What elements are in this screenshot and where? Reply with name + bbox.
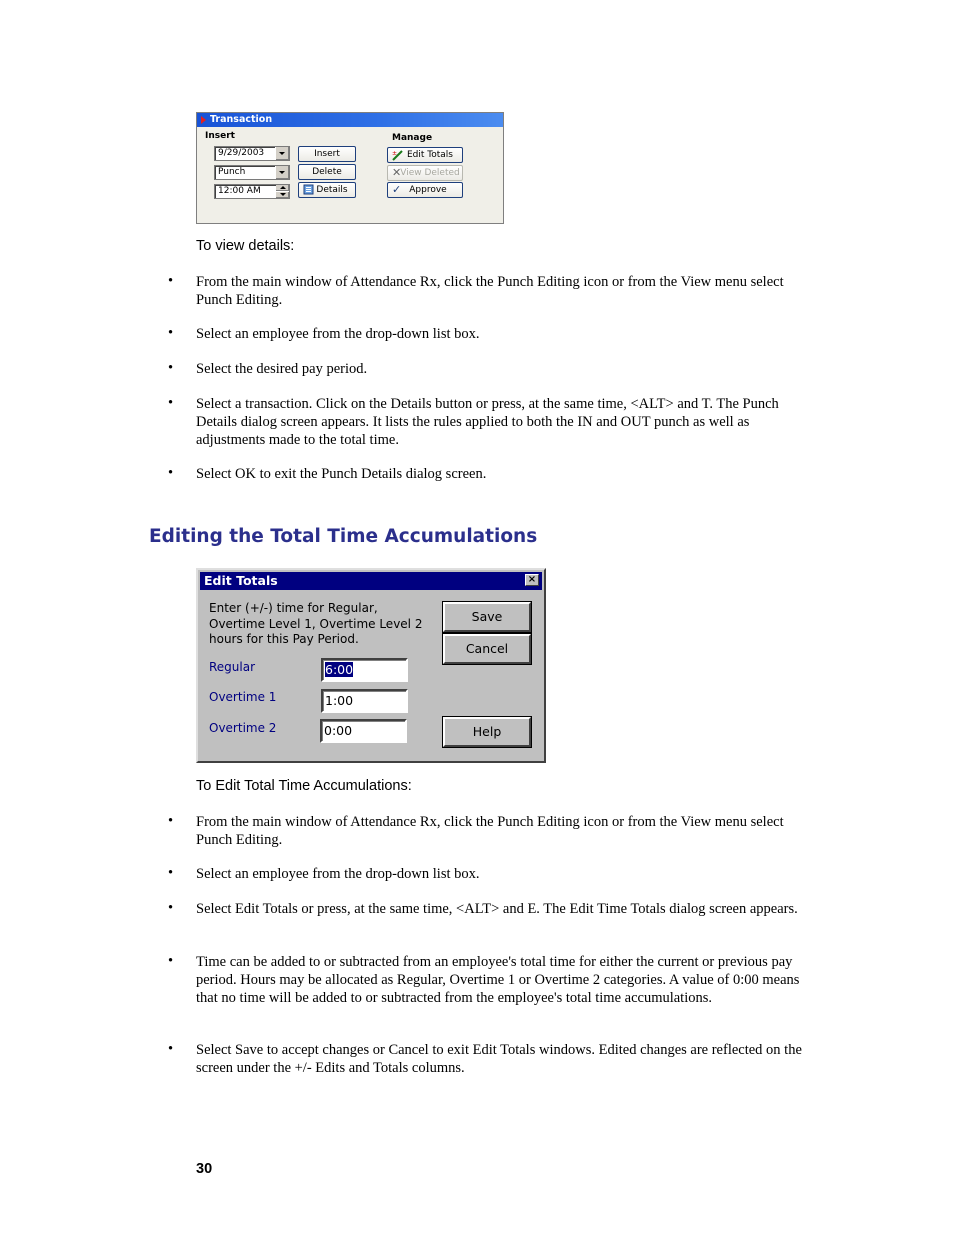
list-item: Select an employee from the drop-down list box.: [196, 866, 480, 882]
bullet-icon: •: [168, 273, 174, 289]
bullet-icon: •: [168, 465, 174, 481]
delete-button[interactable]: Delete: [298, 164, 356, 180]
edit-totals-icon: [392, 149, 404, 164]
delete-x-icon: ✕: [392, 166, 402, 179]
time-value: 12:00 AM: [218, 186, 261, 196]
dialog-title: Edit Totals: [204, 573, 278, 588]
list-item: From the main window of Attendance Rx, click the Punch Editing icon or from the View menu select Punch Editing.: [196, 814, 784, 848]
time-spinner[interactable]: [214, 184, 290, 199]
edit-totals-lead: To Edit Total Time Accumulations:: [196, 778, 412, 794]
date-value: 9/29/2003: [218, 148, 265, 158]
transaction-panel: [196, 112, 504, 224]
view-details-lead: To view details:: [196, 238, 295, 254]
overtime1-label: Overtime 1: [209, 690, 277, 704]
list-item: Time can be added to or subtracted from an employee's total time for either the current or previous pay period. Hours may be allocated as Regular, Overtime 1 or Overtime 2 categories. A value of 0:00 means that no time will be added to or subtracted from the employee's total time accumulations.: [196, 954, 800, 1006]
list-item: From the main window of Attendance Rx, click the Punch Editing icon or from the View menu select Punch Editing.: [196, 274, 784, 308]
type-combo[interactable]: [214, 165, 290, 180]
cancel-button[interactable]: Cancel: [443, 634, 531, 664]
date-combo[interactable]: [214, 146, 290, 161]
overtime2-field[interactable]: 0:00: [320, 719, 407, 743]
spin-down-icon[interactable]: [276, 192, 289, 198]
help-button[interactable]: Help: [443, 717, 531, 747]
type-value: Punch: [218, 167, 246, 177]
save-button[interactable]: Save: [443, 602, 531, 632]
spinner[interactable]: [276, 185, 289, 198]
dialog-instructions: Enter (+/-) time for Regular, Overtime Level 1, Overtime Level 2 hours for this Pay Period.: [209, 601, 423, 646]
details-button[interactable]: Details: [298, 182, 356, 198]
manage-group-label: Manage: [392, 133, 433, 143]
bullet-icon: •: [168, 900, 174, 916]
dropdown-arrow-icon[interactable]: [275, 166, 289, 179]
list-item: Select Edit Totals or press, at the same time, <ALT> and E. The Edit Time Totals dialog screen appears.: [196, 901, 798, 917]
bullet-icon: •: [168, 1041, 174, 1057]
svg-text:±: ±: [392, 150, 398, 157]
regular-field[interactable]: 6:00: [321, 658, 408, 682]
view-deleted-button[interactable]: ✕ View Deleted: [387, 165, 463, 181]
collapse-arrow-icon[interactable]: [201, 116, 206, 124]
dialog-titlebar: [200, 572, 542, 590]
bullet-icon: •: [168, 813, 174, 829]
transaction-title: Transaction: [210, 114, 273, 125]
regular-label: Regular: [209, 660, 256, 674]
bullet-icon: •: [168, 953, 174, 969]
page-number: 30: [196, 1161, 213, 1177]
spin-up-icon[interactable]: [276, 185, 289, 191]
list-item: Select the desired pay period.: [196, 361, 368, 377]
edit-totals-button[interactable]: ± Edit Totals: [387, 147, 463, 163]
list-item: Select an employee from the drop-down list box.: [196, 326, 480, 342]
checkmark-icon: ✓: [392, 183, 402, 196]
dropdown-arrow-icon[interactable]: [275, 147, 289, 160]
list-item: Select a transaction. Click on the Details button or press, at the same time, <ALT> and T. The Punch Details dialog screen appears. It lists the rules applied to both the IN and OUT punch as well as adjustments made to the total time.: [196, 396, 779, 448]
insert-button[interactable]: Insert: [298, 146, 356, 162]
bullet-icon: •: [168, 395, 174, 411]
list-item: Select OK to exit the Punch Details dialog screen.: [196, 466, 487, 482]
edit-totals-dialog: [196, 568, 546, 763]
bullet-icon: •: [168, 360, 174, 376]
transaction-titlebar: [197, 113, 503, 127]
bullet-icon: •: [168, 865, 174, 881]
details-icon: [303, 184, 314, 198]
overtime2-label: Overtime 2: [209, 721, 277, 735]
bullet-icon: •: [168, 325, 174, 341]
close-icon[interactable]: ×: [525, 574, 539, 586]
insert-group-label: Insert: [205, 131, 235, 141]
approve-button[interactable]: ✓ Approve: [387, 182, 463, 198]
list-item: Select Save to accept changes or Cancel to exit Edit Totals windows. Edited changes are reflected on the screen under the +/- Edits and Totals columns.: [196, 1042, 802, 1076]
overtime1-field[interactable]: 1:00: [321, 689, 408, 713]
section-heading: Editing the Total Time Accumulations: [149, 526, 538, 547]
